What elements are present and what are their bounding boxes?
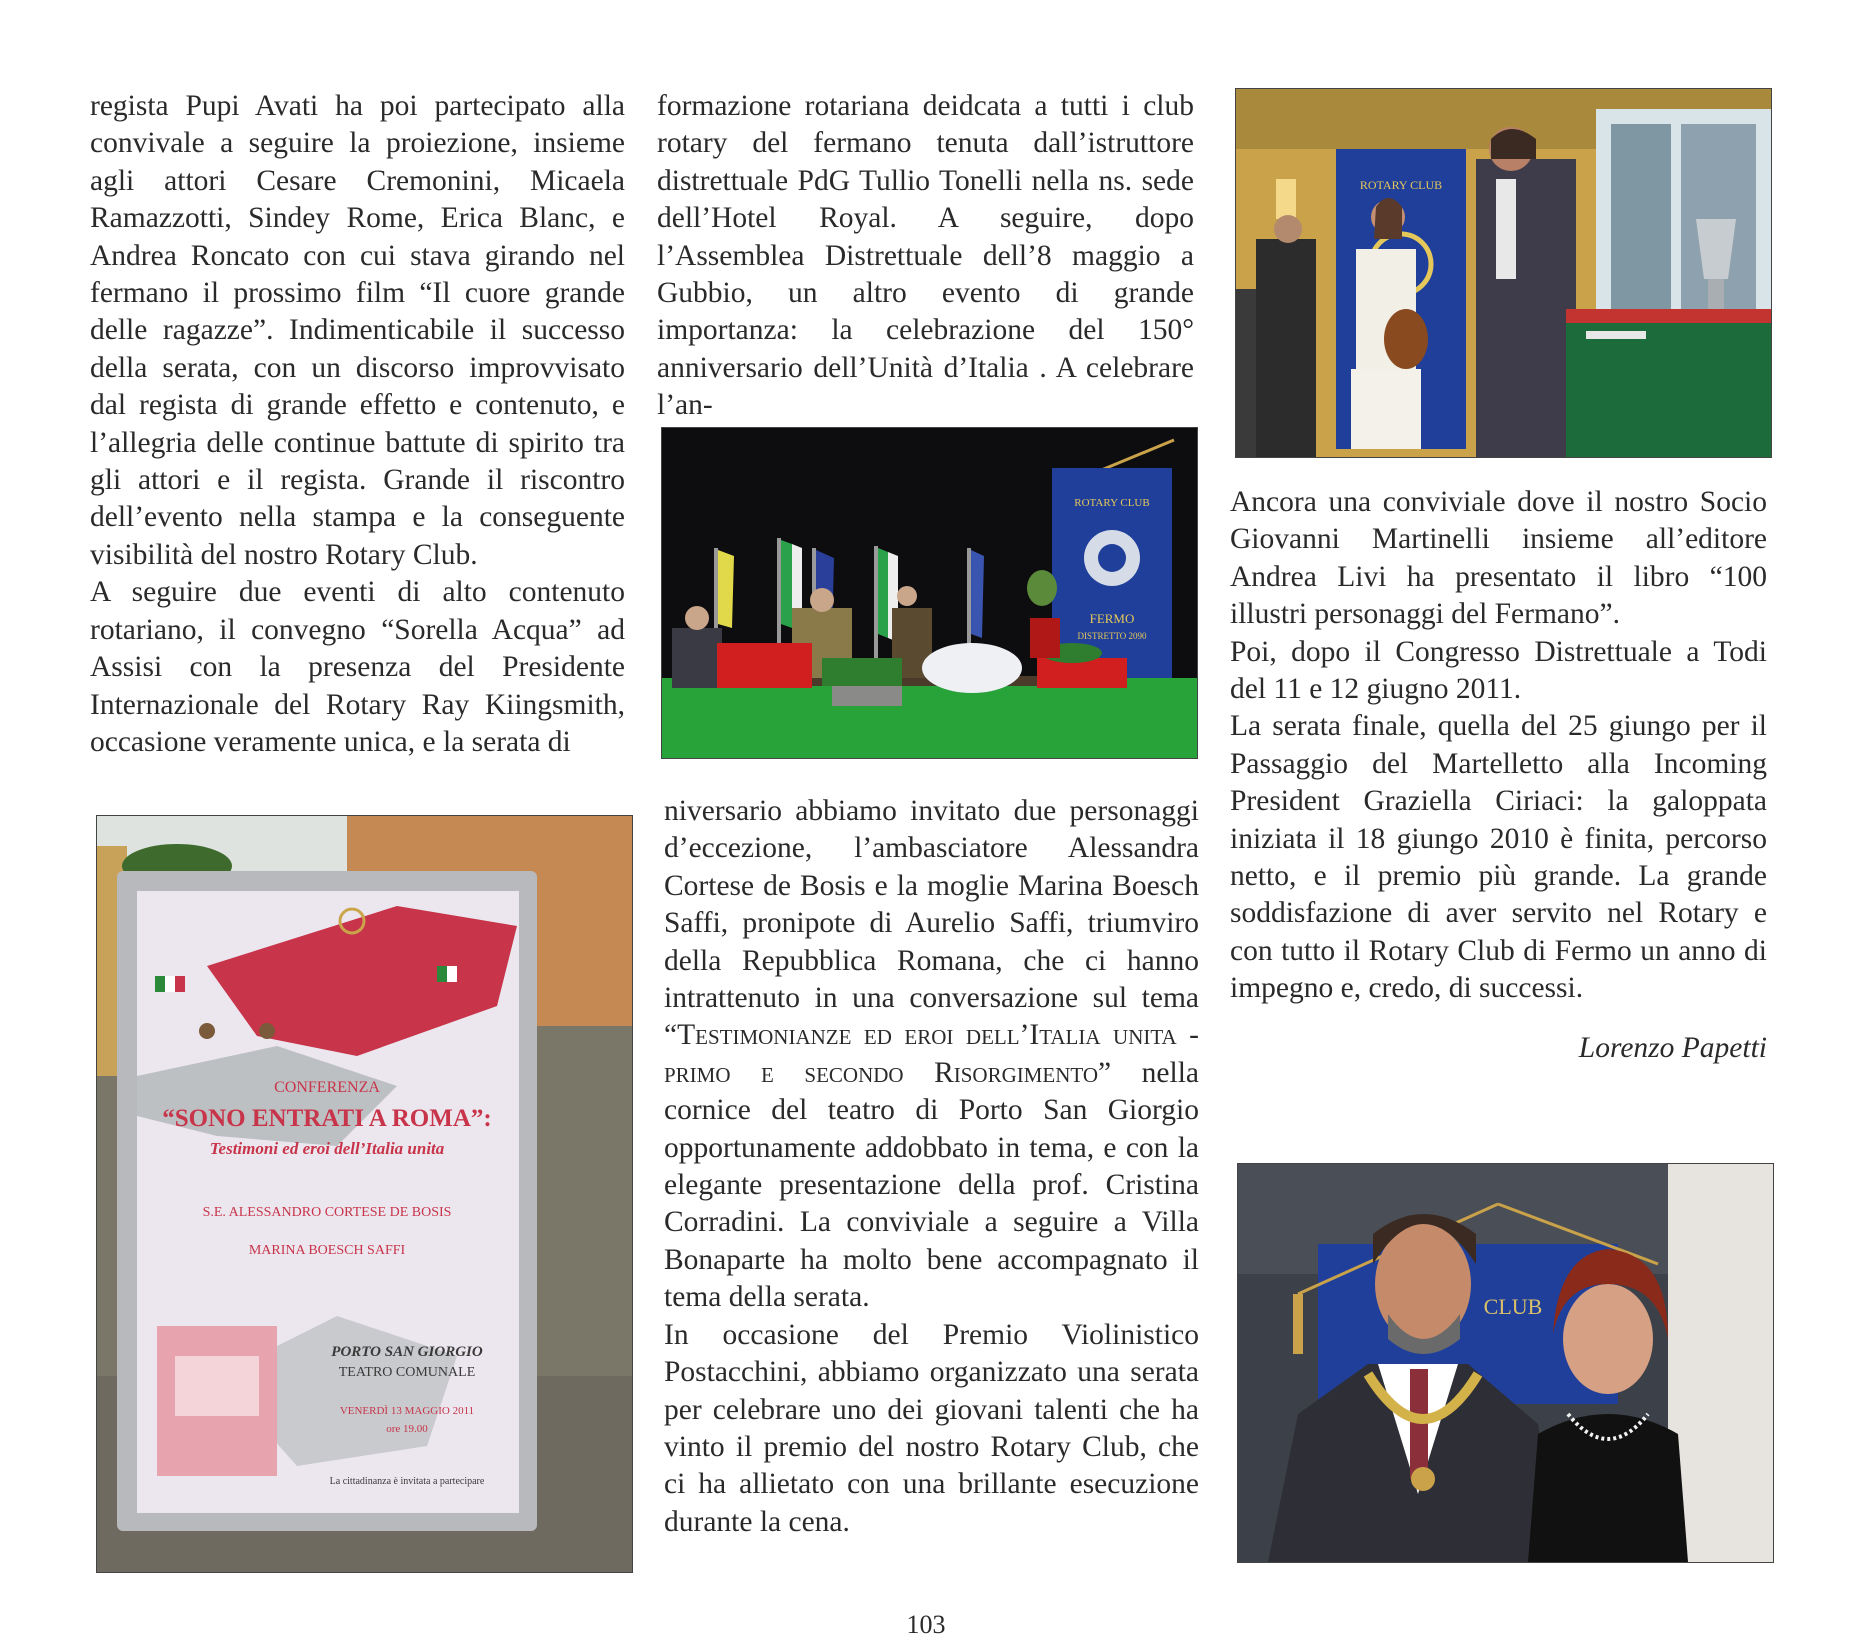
- banner-text: CLUB: [1483, 1294, 1543, 1319]
- photo-couple-image: [1238, 1164, 1773, 1562]
- photo-couple: [1237, 1163, 1774, 1563]
- poster-guest: S.E. ALESSANDRO CORTESE DE BOSIS: [202, 1205, 452, 1220]
- banner-text: ROTARY CLUB: [1359, 178, 1443, 192]
- author-signature: Lorenzo Papetti: [1578, 1031, 1767, 1064]
- article-column-1: [90, 88, 625, 761]
- poster-guest: MARINA BOESCH SAFFI: [248, 1243, 406, 1258]
- text-span: niversario abbiamo invitato due personaggi d’eccezione, l’ambasciatore Alessandra Cortese de Bosis e la moglie Marina Boesch Saffi, pronipote di Aurelio Saffi, triumviro della Repubblica Romana, che ci hanno intrattenuto in una conversazione sul tema “: [664, 795, 1199, 1052]
- poster-invite: La cittadinanza è invitata a partecipare: [329, 1476, 485, 1487]
- poster-image: [97, 816, 632, 1572]
- banner-text: FERMO: [1089, 611, 1135, 626]
- conference-theme: Testimonianze ed eroi dell’Italia unita - primo e secondo Risorgimento: [664, 1019, 1199, 1089]
- paragraph: Poi, dopo il Congresso Distrettuale a Todi del 11 e 12 giugno 2011.: [1230, 635, 1767, 706]
- poster-heading: CONFERENZA: [274, 1079, 380, 1096]
- photo-conference-poster: [96, 815, 633, 1573]
- poster-title: “SONO ENTRATI A ROMA”:: [162, 1105, 492, 1132]
- paragraph: La serata finale, quella del 25 giungo per il Passaggio del Martelletto alla Incoming President Graziella Ciriaci: la galoppata iniziata il 18 giungo 2010 è finita, percorso netto, e il premio più grande. La grande soddisfazione di aver servito nel Rotary e con tutto il Rotary Club di Fermo un anno di impegno e, credo, di successi.: [1230, 710, 1767, 1005]
- paragraph: formazione rotariana deidcata a tutti i club rotary del fermano tenuta dall’istruttore distrettuale PdG Tullio Tonelli nella ns. sede dell’Hotel Royal. A seguire, dopo l’Assemblea Distrettuale dell’8 maggio a Gubbio, un altro evento di grande importanza: la celebrazione del 150° anniversario dell’Unità d’Italia . A celebrare l’an-: [657, 90, 1194, 422]
- text-span: ” nella cornice del teatro di Porto San Giorgio opportunamente addobbato in tema, e con la elegante presentazione della prof. Cristina Corradini. La conviviale a seguire a Villa Bonaparte ha molto bene accompagnato il tema della serata.: [664, 1056, 1199, 1314]
- poster-venue: TEATRO COMUNALE: [338, 1365, 476, 1380]
- paragraph: regista Pupi Avati ha poi partecipato alla convivale a seguire la proiezione, insieme agli attori Cesare Cremonini, Micaela Ramazzotti, Sindey Rome, Erica Blanc, e Andrea Roncato con cui stava girando nel fermano il prossimo film “Il cuore grande delle ragazze”. Indimenticabile il successo della serata, con un discorso improvvisato dal regista di grande effetto e contenuto, e l’allegria delle continue battute di spirito tra gli attori e il regista. Grande il riscontro dell’evento nella stampa e la conseguente visibilità del nostro Rotary Club.: [90, 90, 625, 571]
- article-column-3: [1230, 484, 1767, 1067]
- photo-violin-performance: [1235, 88, 1772, 458]
- paragraph: In occasione del Premio Violinistico Postacchini, abbiamo organizzato una serata per celebrare uno dei giovani talenti che ha vinto il premio del nostro Rotary Club, che ci ha allietato con una brillante esecuzione durante la cena.: [664, 1318, 1199, 1538]
- banner-text: DISTRETTO 2090: [1077, 631, 1147, 641]
- photo-stage-image: [662, 428, 1197, 758]
- poster-date: VENERDÌ 13 MAGGIO 2011: [339, 1405, 475, 1417]
- banner-text: ROTARY CLUB: [1074, 497, 1150, 509]
- paragraph: Ancora una conviviale dove il nostro Socio Giovanni Martinelli insieme all’editore Andrea Livi ha presentato il libro “100 illustri personaggi del Fermano”.: [1230, 486, 1767, 631]
- paragraph: [664, 793, 1199, 1317]
- photo-violin-image: [1236, 89, 1771, 457]
- photo-stage-event: [661, 427, 1198, 759]
- article-column-2-top: [657, 88, 1194, 425]
- poster-time: ore 19.00: [386, 1423, 428, 1435]
- article-column-2-bottom: [664, 793, 1199, 1541]
- poster-subtitle: Testimoni ed eroi dell’Italia unita: [209, 1139, 445, 1158]
- paragraph: A seguire due eventi di alto contenuto rotariano, il convegno “Sorella Acqua” ad Assisi con la presenza del Presidente Internazionale del Rotary Ray Kiingsmith, occasione veramente unica, e la serata di: [90, 576, 625, 758]
- poster-venue: PORTO SAN GIORGIO: [331, 1344, 483, 1360]
- page-number: 103: [906, 1610, 946, 1639]
